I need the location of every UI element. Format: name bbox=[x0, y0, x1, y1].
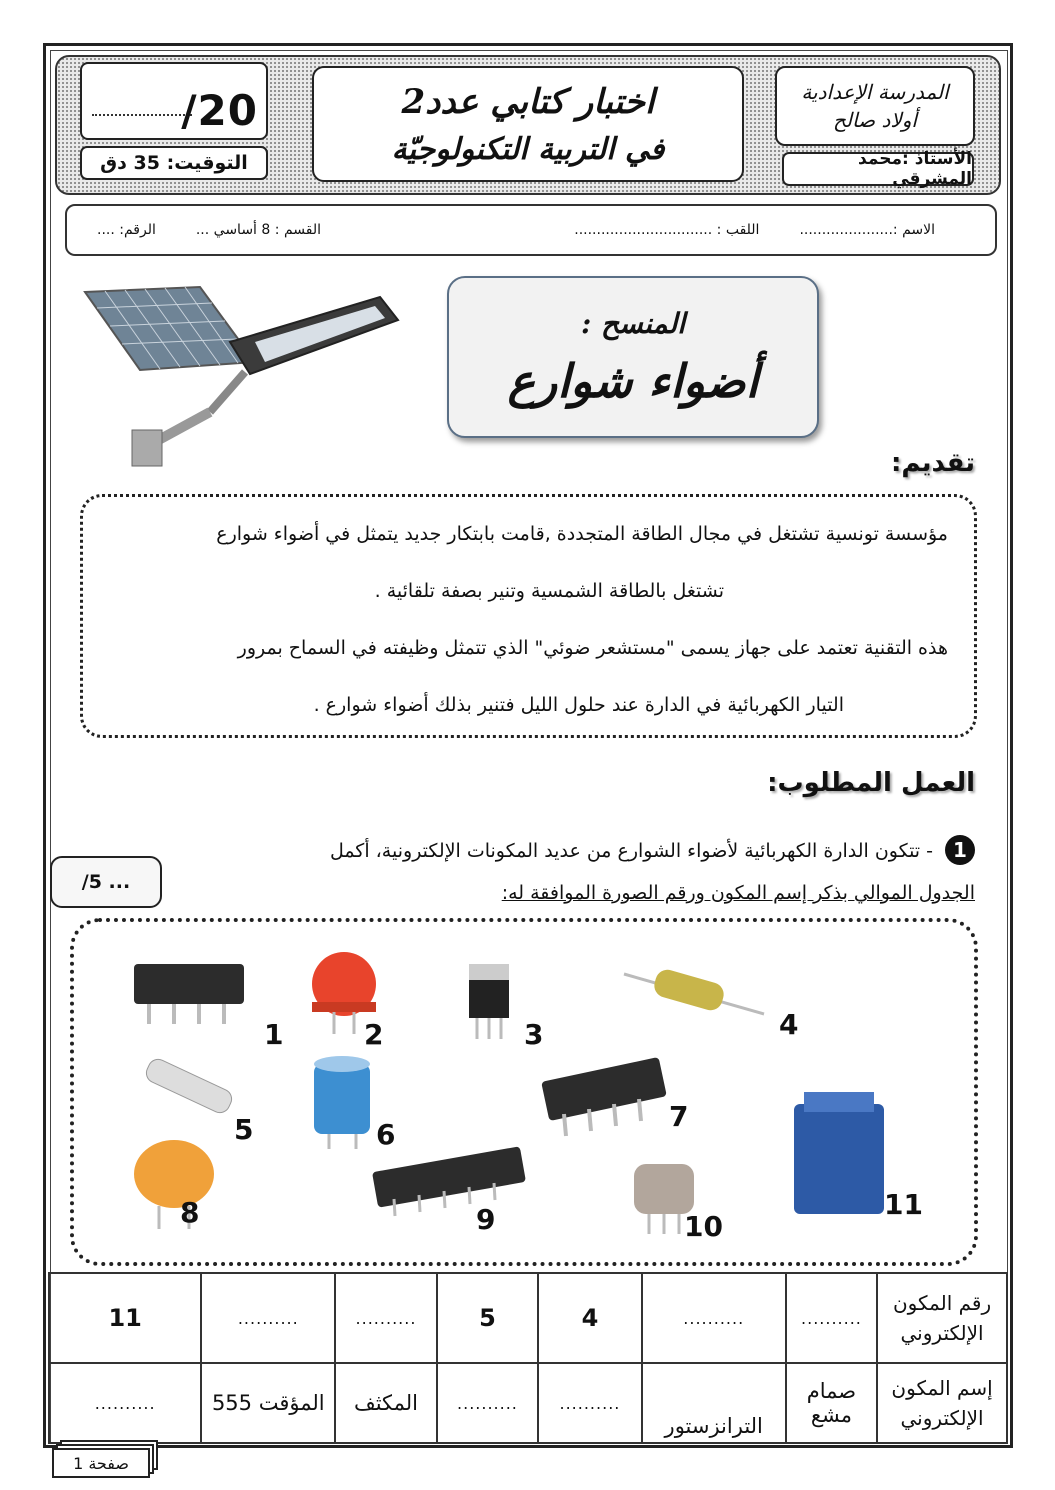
task-heading: العمل المطلوب: bbox=[767, 768, 975, 798]
component-resistor bbox=[624, 967, 764, 1014]
component-label-1: 1 bbox=[264, 1018, 284, 1051]
component-label-3: 3 bbox=[524, 1018, 544, 1051]
component-label-9: 9 bbox=[476, 1203, 496, 1236]
score-total: /20 bbox=[181, 86, 258, 135]
school-name: أولاد صالح bbox=[833, 108, 917, 132]
table-row-names bbox=[49, 1363, 1007, 1443]
component-transistor-to220 bbox=[469, 964, 509, 1039]
components-box bbox=[70, 918, 978, 1266]
component-ic-16pin bbox=[372, 1146, 526, 1216]
intro-box bbox=[80, 494, 977, 738]
component-label-6: 6 bbox=[376, 1118, 396, 1151]
number-cell-3: 4 bbox=[538, 1273, 642, 1363]
wall-bracket bbox=[132, 430, 162, 466]
name-cell-2 bbox=[642, 1363, 786, 1443]
component-fuse bbox=[143, 1056, 235, 1116]
answer-table bbox=[48, 1272, 1008, 1444]
school-box bbox=[775, 66, 975, 146]
number-cell-2[interactable]: .......... bbox=[642, 1273, 786, 1363]
component-ic-8pin-large bbox=[134, 964, 244, 1024]
student-name-field[interactable]: الاسم :..................... bbox=[799, 222, 935, 238]
name-cell-7[interactable]: .......... bbox=[49, 1363, 201, 1443]
intro-line-4: التيار الكهربائية في الدارة عند حلول الليل فتنير بذلك أضواء شوارع . bbox=[313, 694, 844, 716]
question-number: 1 bbox=[945, 835, 975, 865]
component-ceramic-capacitor bbox=[134, 1140, 214, 1229]
question-points: /5 ... bbox=[50, 856, 162, 908]
page-number: صفحة 1 bbox=[52, 1448, 150, 1478]
theme-title: أضواء شوارع bbox=[507, 353, 759, 408]
question-line-2: الجدول الموالي بذكر إسم المكون ورقم الصورة الموافقة له: bbox=[501, 882, 975, 904]
exam-title-box bbox=[312, 66, 744, 182]
component-label-7: 7 bbox=[669, 1100, 689, 1133]
number-cell-7: 11 bbox=[49, 1273, 201, 1363]
score-blank bbox=[92, 114, 192, 116]
row-header-number: رقم المكون الإلكتروني bbox=[877, 1273, 1007, 1363]
component-electrolytic-capacitor bbox=[314, 1056, 370, 1149]
teacher-name: الأستاذ :محمد المشرقي bbox=[782, 152, 974, 186]
name-cell-4[interactable]: .......... bbox=[437, 1363, 538, 1443]
name-cell-2-text: الترانزستور bbox=[664, 1414, 763, 1438]
intro-heading: تقديم: bbox=[890, 448, 975, 478]
page-number-tag bbox=[52, 1440, 152, 1480]
name-cell-3[interactable]: .......... bbox=[538, 1363, 642, 1443]
theme-box bbox=[447, 276, 819, 438]
number-cell-4: 5 bbox=[437, 1273, 538, 1363]
component-ic-555 bbox=[541, 1057, 667, 1136]
number-cell-1[interactable]: .......... bbox=[786, 1273, 877, 1363]
intro-line-1: مؤسسة تونسية تشتغل في مجال الطاقة المتجددة ,قامت بابتكار جديد يتمثل في أضواء شوارع bbox=[216, 523, 948, 545]
solar-street-light-image bbox=[80, 282, 410, 472]
component-label-5: 5 bbox=[234, 1113, 254, 1146]
lamp-pole-mount bbox=[155, 412, 210, 442]
row-header-name: إسم المكون الإلكتروني bbox=[877, 1363, 1007, 1443]
score-box bbox=[80, 62, 268, 140]
name-cell-6: المؤقت 555 bbox=[201, 1363, 335, 1443]
student-class-field[interactable]: القسم : 8 أساسي ... bbox=[195, 222, 321, 238]
number-cell-5[interactable]: .......... bbox=[335, 1273, 436, 1363]
lamp-arm bbox=[210, 372, 245, 412]
table-row-numbers bbox=[49, 1273, 1007, 1363]
component-label-2: 2 bbox=[364, 1018, 384, 1051]
exam-subject: في التربية التكنولوجيّة bbox=[391, 131, 665, 167]
component-label-10: 10 bbox=[684, 1210, 723, 1243]
student-number-field[interactable]: الرقم: .... bbox=[97, 222, 156, 238]
timing-label: التوقيت: 35 دق bbox=[80, 146, 268, 180]
component-label-8: 8 bbox=[180, 1196, 200, 1229]
theme-label: المنسح : bbox=[580, 306, 686, 340]
intro-line-3: هذه التقنية تعتمد على جهاز يسمى "مستشعر ضوئي" الذي تتمثل وظيفته في السماح بمرور bbox=[237, 637, 948, 659]
number-cell-6[interactable]: .......... bbox=[201, 1273, 335, 1363]
name-cell-5: المكثف bbox=[335, 1363, 436, 1443]
question-line-1: - تتكون الدارة الكهربائية لأضواء الشوارع من عديد المكونات الإلكترونية، أكمل bbox=[329, 840, 933, 862]
name-cell-1: صمام مشع bbox=[786, 1363, 877, 1443]
intro-line-2: تشتغل بالطاقة الشمسية وتنير بصفة تلقائية . bbox=[374, 580, 724, 602]
school-type: المدرسة الإعدادية bbox=[801, 80, 949, 104]
component-label-11: 11 bbox=[884, 1188, 923, 1221]
exam-title: اختبار كتابي عدد2 bbox=[401, 81, 655, 122]
component-relay bbox=[794, 1092, 884, 1214]
student-surname-field[interactable]: اللقب : ............................... bbox=[574, 222, 760, 238]
student-info-row bbox=[65, 204, 997, 256]
component-label-4: 4 bbox=[779, 1008, 799, 1041]
components-image bbox=[114, 944, 944, 1244]
